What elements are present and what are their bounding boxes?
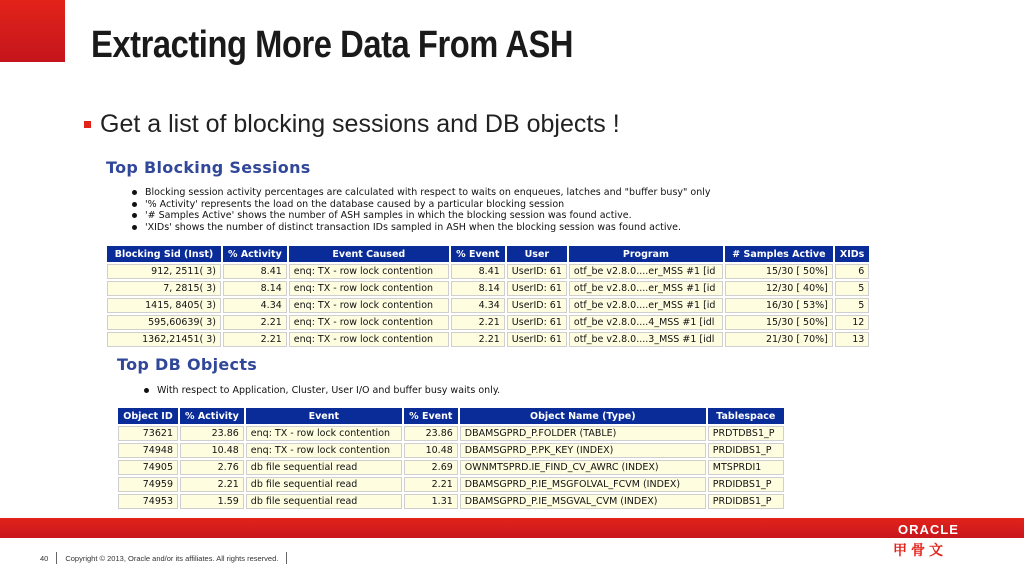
table-cell: 74959 [118,477,178,492]
table-row [118,426,784,441]
table-cell: 595,60639( 3) [107,315,221,330]
table-cell: MTSPRDI1 [708,460,784,475]
table-cell: 74953 [118,494,178,509]
column-header: % Activity [223,246,287,262]
table-cell: 2.21 [404,477,458,492]
table-cell: 2.21 [451,332,505,347]
table-cell: 73621 [118,426,178,441]
blocking-sessions-header-row [107,246,869,262]
note-item: 'XIDs' shows the number of distinct transaction IDs sampled in ASH when the blocking session was found active. [130,222,711,234]
table-cell: db file sequential read [246,477,402,492]
column-header: Object Name (Type) [460,408,706,424]
table-cell: 1.59 [180,494,244,509]
oracle-cjk-logo: 甲骨文 [893,543,947,559]
table-cell: otf_be v2.8.0....3_MSS #1 [idl [569,332,723,347]
table-cell: 4.34 [451,298,505,313]
table-cell: DBAMSGPRD_P.PK_KEY (INDEX) [460,443,706,458]
table-cell: UserID: 61 [507,281,567,296]
slide-title: Extracting More Data From ASH [91,24,574,66]
copyright-text: Copyright © 2013, Oracle and/or its affiliates. All rights reserved. [65,553,279,563]
table-cell: 2.69 [404,460,458,475]
table-cell: 2.21 [180,477,244,492]
table-cell: DBAMSGPRD_P.FOLDER (TABLE) [460,426,706,441]
table-cell: enq: TX - row lock contention [289,281,449,296]
footer-divider [286,552,287,564]
table-row [118,460,784,475]
table-cell: enq: TX - row lock contention [246,443,402,458]
table-cell: 10.48 [180,443,244,458]
table-cell: 15/30 [ 50%] [725,264,833,279]
table-cell: enq: TX - row lock contention [289,298,449,313]
column-header: Program [569,246,723,262]
table-cell: 6 [835,264,869,279]
column-header: XIDs [835,246,869,262]
table-cell: otf_be v2.8.0....er_MSS #1 [id [569,264,723,279]
column-header: User [507,246,567,262]
note-item: '% Activity' represents the load on the database caused by a particular blocking session [130,199,711,211]
blocking-sessions-notes [130,187,711,233]
column-header: % Activity [180,408,244,424]
table-cell: otf_be v2.8.0....er_MSS #1 [id [569,298,723,313]
table-cell: db file sequential read [246,494,402,509]
footer-band [0,518,1024,538]
bullet-marker-icon [84,121,91,128]
page-number: 40 [40,553,49,563]
table-row [118,494,784,509]
table-cell: 8.14 [451,281,505,296]
table-cell: enq: TX - row lock contention [246,426,402,441]
table-cell: 8.14 [223,281,287,296]
table-cell: 5 [835,281,869,296]
note-item: With respect to Application, Cluster, User I/O and buffer busy waits only. [142,385,500,397]
table-cell: UserID: 61 [507,332,567,347]
table-cell: DBAMSGPRD_P.IE_MSGFOLVAL_FCVM (INDEX) [460,477,706,492]
db-objects-notes [142,385,500,397]
table-cell: UserID: 61 [507,298,567,313]
column-header: Object ID [118,408,178,424]
brand-corner-block [0,0,65,62]
column-header: Tablespace [708,408,784,424]
table-cell: PRDIDBS1_P [708,443,784,458]
table-cell: 16/30 [ 53%] [725,298,833,313]
table-row [107,315,869,330]
note-item: '# Samples Active' shows the number of ASH samples in which the blocking session was found active. [130,210,711,222]
table-cell: 74948 [118,443,178,458]
table-cell: 12/30 [ 40%] [725,281,833,296]
table-cell: otf_be v2.8.0....er_MSS #1 [id [569,281,723,296]
table-cell: OWNMTSPRD.IE_FIND_CV_AWRC (INDEX) [460,460,706,475]
table-cell: 13 [835,332,869,347]
table-row [107,298,869,313]
table-cell: 12 [835,315,869,330]
table-cell: db file sequential read [246,460,402,475]
bullet-text: Get a list of blocking sessions and DB objects ! [100,110,620,138]
db-objects-header-row [118,408,784,424]
table-cell: 4.34 [223,298,287,313]
table-cell: 10.48 [404,443,458,458]
table-cell: 21/30 [ 70%] [725,332,833,347]
table-cell: 2.21 [223,332,287,347]
column-header: % Event [404,408,458,424]
note-item: Blocking session activity percentages are calculated with respect to waits on enqueues, latches and "buffer busy" only [130,187,711,199]
table-cell: 23.86 [180,426,244,441]
table-cell: 1415, 8405( 3) [107,298,221,313]
bullet-item [84,110,620,139]
table-cell: 74905 [118,460,178,475]
table-cell: PRDTDBS1_P [708,426,784,441]
table-cell: 2.21 [451,315,505,330]
table-cell: UserID: 61 [507,315,567,330]
table-cell: 8.41 [451,264,505,279]
table-cell: enq: TX - row lock contention [289,332,449,347]
column-header: Blocking Sid (Inst) [107,246,221,262]
table-cell: 8.41 [223,264,287,279]
table-cell: 23.86 [404,426,458,441]
table-cell: 7, 2815( 3) [107,281,221,296]
table-row [107,332,869,347]
table-row [118,477,784,492]
oracle-logo: ORACLE [898,522,959,537]
table-row [118,443,784,458]
blocking-sessions-table [105,244,871,349]
table-cell: DBAMSGPRD_P.IE_MSGVAL_CVM (INDEX) [460,494,706,509]
column-header: Event Caused [289,246,449,262]
table-cell: 15/30 [ 50%] [725,315,833,330]
table-cell: UserID: 61 [507,264,567,279]
db-objects-title: Top DB Objects [117,355,258,374]
table-cell: 1362,21451( 3) [107,332,221,347]
table-cell: 912, 2511( 3) [107,264,221,279]
table-cell: 1.31 [404,494,458,509]
table-cell: 2.21 [223,315,287,330]
table-cell: 2.76 [180,460,244,475]
column-header: % Event [451,246,505,262]
footer [40,552,295,564]
blocking-sessions-title: Top Blocking Sessions [106,158,311,177]
column-header: # Samples Active [725,246,833,262]
table-cell: otf_be v2.8.0....4_MSS #1 [idl [569,315,723,330]
table-cell: 5 [835,298,869,313]
table-row [107,264,869,279]
table-cell: enq: TX - row lock contention [289,315,449,330]
table-cell: enq: TX - row lock contention [289,264,449,279]
footer-divider [56,552,57,564]
column-header: Event [246,408,402,424]
table-cell: PRDIDBS1_P [708,494,784,509]
table-row [107,281,869,296]
db-objects-table [116,406,786,511]
table-cell: PRDIDBS1_P [708,477,784,492]
